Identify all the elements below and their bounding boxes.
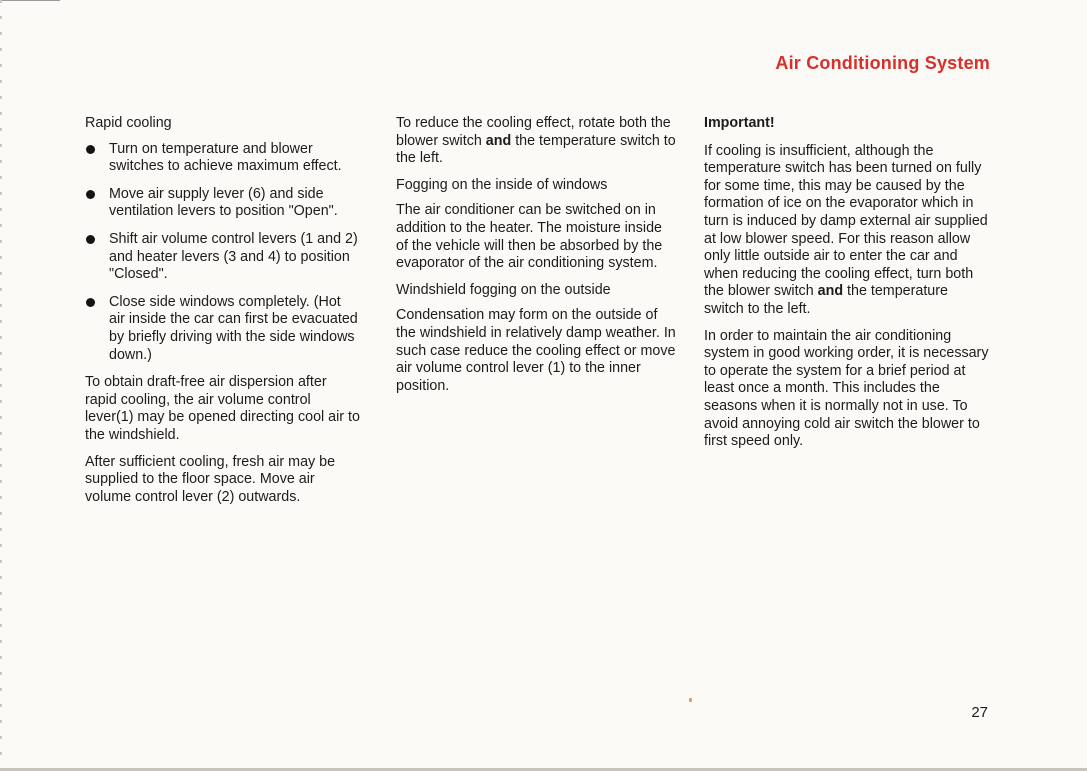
column-left — [85, 115, 360, 515]
list-item-text: Shift air volume control levers (1 and 2) and heater levers (3 and 4) to position "Closed". — [109, 230, 358, 283]
bullet-icon — [86, 235, 95, 244]
print-speck — [689, 698, 692, 702]
column-middle — [396, 115, 676, 404]
heading-inside-fogging: Fogging on the inside of windows — [396, 176, 608, 193]
paragraph-draft-free: To obtain draft-free air dispersion after rapid cooling, the air volume control lever(1) may be opened directing cool air to the windshield. — [85, 374, 360, 443]
column-right — [704, 115, 989, 460]
text-run: To reduce the cooling effect, rotate both the blower switch — [396, 115, 671, 149]
paragraph-fresh-air: After sufficient cooling, fresh air may be supplied to the floor space. Move air volume control lever (2) outwards. — [85, 453, 336, 505]
paragraph-maintenance: In order to maintain the air conditioning system in good working order, it is necessary to operate the system for a brief period at least once a month. This includes the seasons when it is normally not in use. To avoid annoying cold air switch the blower to first speed only. — [704, 327, 989, 450]
paragraph-insufficient-cooling — [704, 143, 989, 319]
bullet-icon — [86, 145, 95, 154]
paragraph-outside-fogging: Condensation may form on the outside of the windshield in relatively damp weather. In such case reduce the cooling effect or move air volume control lever (1) to the inner position. — [396, 307, 676, 394]
top-edge-line — [0, 0, 60, 1]
rapid-cooling-steps — [85, 141, 360, 365]
text-run: the temperature switch to the left. — [396, 132, 676, 167]
emphasis-and: and — [485, 132, 512, 149]
page-number: 27 — [971, 704, 988, 721]
heading-outside-fogging: Windshield fogging on the outside — [396, 281, 611, 298]
list-item — [85, 186, 360, 221]
list-item-text: Move air supply lever (6) and side ventilation levers to position "Open". — [109, 185, 338, 220]
emphasis-and: and — [817, 283, 844, 300]
list-item — [85, 294, 360, 364]
list-item-text: Close side windows completely. (Hot air inside the car can first be evacuated by briefly driving with the side windows down.) — [109, 293, 358, 363]
bullet-icon — [86, 190, 95, 199]
list-item — [85, 141, 360, 176]
heading-rapid-cooling: Rapid cooling — [85, 115, 172, 131]
bullet-icon — [86, 298, 95, 307]
list-item — [85, 231, 360, 284]
important-label: Important! — [704, 115, 775, 131]
text-run: If cooling is insufficient, although the temperature switch has been turned on fully for some time, this may be caused by the formation of ice on the evaporator which in turn is induced by damp external air supplied at low blower speed. For this reason allow only little outside air to enter the car and when reducing the cooling effect, turn both the blower switch — [704, 142, 988, 300]
binding-edge — [0, 0, 2, 771]
section-title: Air Conditioning System — [775, 53, 990, 73]
paragraph-reduce-cooling — [396, 115, 676, 168]
paragraph-inside-fogging: The air conditioner can be switched on in addition to the heater. The moisture inside of the vehicle will then be absorbed by the evaporator of the air conditioning system. — [396, 202, 663, 272]
list-item-text: Turn on temperature and blower switches to achieve maximum effect. — [109, 140, 342, 175]
text-run: the temperature switch to the left. — [704, 283, 948, 317]
